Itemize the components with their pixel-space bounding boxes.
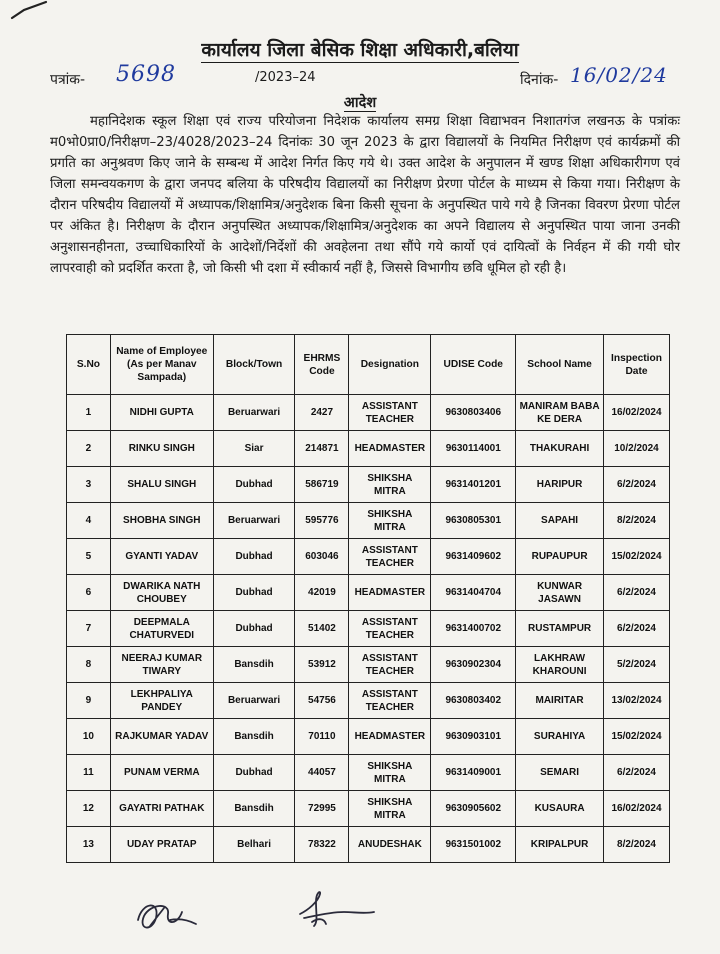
cell-name: GYANTI YADAV [110, 539, 213, 575]
table-row [67, 467, 670, 503]
cell-udise: 9630803402 [431, 683, 516, 719]
cell-udise: 9631501002 [431, 827, 516, 863]
cell-udise: 9631404704 [431, 575, 516, 611]
cell-name: UDAY PRATAP [110, 827, 213, 863]
table-row [67, 503, 670, 539]
reference-row [50, 62, 680, 92]
table-row [67, 431, 670, 467]
cell-date: 15/02/2024 [604, 719, 670, 755]
cell-school: MAIRITAR [516, 683, 604, 719]
cell-sno: 4 [67, 503, 111, 539]
cell-sno: 12 [67, 791, 111, 827]
cell-sno: 2 [67, 431, 111, 467]
cell-name: DWARIKA NATH CHOUBEY [110, 575, 213, 611]
cell-ehrms: 44057 [295, 755, 349, 791]
table-row [67, 539, 670, 575]
cell-name: RINKU SINGH [110, 431, 213, 467]
cell-ehrms: 214871 [295, 431, 349, 467]
cell-designation: ASSISTANT TEACHER [349, 395, 431, 431]
order-paragraph: महानिदेशक स्कूल शिक्षा एवं राज्य परियोजना निदेशक कार्यालय समग्र शिक्षा विद्याभवन निशातगंज लखनऊ के पत्रांकः म0भो0प्रा0/निरीक्षण–23/4028/2023–24 दिनांकः 30 जून 2023 के द्वारा विद्यालयों के नियमित निरीक्षण एवं कार्यक्रमों की प्रगति का अनुश्रवण किए जाने के सम्बन्ध में आदेश निर्गत किए गये थे। उक्त आदेश के अनुपालन में खण्ड शिक्षा अधिकारीगण एवं जिला समन्वयकगण के द्वारा जनपद बलिया के परिषदीय विद्यालयों का निरीक्षण प्रेरणा पोर्टल के माध्यम से किया गया। निरीक्षण के दौरान परिषदीय विद्यालयों में अध्यापक/शिक्षामित्र/अनुदेशक बिना किसी सूचना के अनुपस्थित पाये गये है जिनका विवरण प्रेरणा पोर्टल पर अंकित है। निरीक्षण के दौरान अनुपस्थित अध्यापक/शिक्षामित्र/अनुदेशक का अपने विद्यालय से अनुपस्थित पाया जाना उनकी अनुशासनहीनता, उच्चाधिकारियों के आदेशों/निर्देशों की अवहेलना तथा सौंपे गये कार्यो एवं दायित्वों के निर्वहन में की गयी घोर लापरवाही को प्रदर्शित करता है, जो किसी भी दशा में स्वीकार्य नहीं है, जिससे विभागीय छवि धूमिल हो रही है। [50, 114, 680, 276]
cell-designation: ASSISTANT TEACHER [349, 611, 431, 647]
table-row [67, 755, 670, 791]
cell-date: 5/2/2024 [604, 647, 670, 683]
cell-ehrms: 54756 [295, 683, 349, 719]
signature-left [130, 890, 210, 940]
cell-ehrms: 586719 [295, 467, 349, 503]
cell-school: KUSAURA [516, 791, 604, 827]
cell-date: 8/2/2024 [604, 503, 670, 539]
table-row [67, 611, 670, 647]
cell-block: Siar [213, 431, 295, 467]
cell-designation: HEADMASTER [349, 575, 431, 611]
table-body [67, 395, 670, 863]
table-row [67, 791, 670, 827]
header-sno: S.No [67, 335, 111, 395]
cell-udise: 9630905602 [431, 791, 516, 827]
cell-block: Belhari [213, 827, 295, 863]
header-udise: UDISE Code [431, 335, 516, 395]
cell-designation: HEADMASTER [349, 719, 431, 755]
cell-sno: 11 [67, 755, 111, 791]
header-ehrms: EHRMS Code [295, 335, 349, 395]
cell-sno: 1 [67, 395, 111, 431]
signature-right [290, 888, 380, 934]
cell-designation: SHIKSHA MITRA [349, 467, 431, 503]
cell-block: Bansdih [213, 719, 295, 755]
cell-udise: 9630903101 [431, 719, 516, 755]
header-block: Block/Town [213, 335, 295, 395]
cell-school: KUNWAR JASAWN [516, 575, 604, 611]
cell-name: NIDHI GUPTA [110, 395, 213, 431]
cell-block: Dubhad [213, 611, 295, 647]
cell-date: 16/02/2024 [604, 791, 670, 827]
cell-school: KRIPALPUR [516, 827, 604, 863]
cell-ehrms: 78322 [295, 827, 349, 863]
cell-block: Dubhad [213, 539, 295, 575]
cell-name: GAYATRI PATHAK [110, 791, 213, 827]
cell-udise: 9630902304 [431, 647, 516, 683]
cell-school: SEMARI [516, 755, 604, 791]
cell-date: 10/2/2024 [604, 431, 670, 467]
cell-block: Dubhad [213, 755, 295, 791]
cell-designation: ASSISTANT TEACHER [349, 539, 431, 575]
cell-date: 16/02/2024 [604, 395, 670, 431]
ref-number-handwritten: 5698 [116, 62, 176, 87]
cell-ehrms: 603046 [295, 539, 349, 575]
table-row [67, 575, 670, 611]
table-row [67, 827, 670, 863]
cell-date: 6/2/2024 [604, 611, 670, 647]
cell-ehrms: 53912 [295, 647, 349, 683]
cell-udise: 9630114001 [431, 431, 516, 467]
cell-name: SHOBHA SINGH [110, 503, 213, 539]
cell-name: DEEPMALA CHATURVEDI [110, 611, 213, 647]
office-title: कार्यालय जिला बेसिक शिक्षा अधिकारी,बलिया [201, 39, 519, 61]
cell-school: THAKURAHI [516, 431, 604, 467]
cell-date: 6/2/2024 [604, 467, 670, 503]
table-row [67, 647, 670, 683]
cell-designation: SHIKSHA MITRA [349, 503, 431, 539]
table-header-row [67, 335, 670, 395]
cell-school: LAKHRAW KHAROUNI [516, 647, 604, 683]
cell-designation: SHIKSHA MITRA [349, 755, 431, 791]
table-row [67, 683, 670, 719]
table-row [67, 719, 670, 755]
cell-ehrms: 72995 [295, 791, 349, 827]
cell-sno: 13 [67, 827, 111, 863]
cell-school: SURAHIYA [516, 719, 604, 755]
cell-sno: 8 [67, 647, 111, 683]
table-row [67, 395, 670, 431]
cell-block: Dubhad [213, 575, 295, 611]
cell-sno: 3 [67, 467, 111, 503]
cell-block: Bansdih [213, 647, 295, 683]
cell-sno: 9 [67, 683, 111, 719]
cell-block: Bansdih [213, 791, 295, 827]
ref-label: पत्रांक- [50, 72, 86, 88]
cell-name: LEKHPALIYA PANDEY [110, 683, 213, 719]
cell-udise: 9631409602 [431, 539, 516, 575]
cell-name: NEERAJ KUMAR TIWARY [110, 647, 213, 683]
cell-designation: HEADMASTER [349, 431, 431, 467]
cell-date: 15/02/2024 [604, 539, 670, 575]
cell-udise: 9631409001 [431, 755, 516, 791]
cell-udise: 9631400702 [431, 611, 516, 647]
cell-designation: ANUDESHAK [349, 827, 431, 863]
cell-ehrms: 595776 [295, 503, 349, 539]
cell-block: Beruarwari [213, 395, 295, 431]
cell-school: RUSTAMPUR [516, 611, 604, 647]
pen-stroke-mark [10, 0, 70, 20]
header-date: Inspection Date [604, 335, 670, 395]
header-designation: Designation [349, 335, 431, 395]
cell-name: PUNAM VERMA [110, 755, 213, 791]
cell-udise: 9630803406 [431, 395, 516, 431]
order-heading: आदेश [343, 95, 377, 111]
cell-name: RAJKUMAR YADAV [110, 719, 213, 755]
cell-school: HARIPUR [516, 467, 604, 503]
cell-designation: ASSISTANT TEACHER [349, 647, 431, 683]
cell-ehrms: 2427 [295, 395, 349, 431]
cell-ehrms: 70110 [295, 719, 349, 755]
cell-ehrms: 51402 [295, 611, 349, 647]
cell-udise: 9630805301 [431, 503, 516, 539]
cell-date: 6/2/2024 [604, 575, 670, 611]
cell-name: SHALU SINGH [110, 467, 213, 503]
cell-school: MANIRAM BABA KE DERA [516, 395, 604, 431]
cell-udise: 9631401201 [431, 467, 516, 503]
header-name: Name of Employee (As per Manav Sampada) [110, 335, 213, 395]
header-school: School Name [516, 335, 604, 395]
cell-date: 8/2/2024 [604, 827, 670, 863]
cell-date: 6/2/2024 [604, 755, 670, 791]
cell-sno: 7 [67, 611, 111, 647]
cell-designation: ASSISTANT TEACHER [349, 683, 431, 719]
cell-sno: 5 [67, 539, 111, 575]
cell-designation: SHIKSHA MITRA [349, 791, 431, 827]
cell-ehrms: 42019 [295, 575, 349, 611]
cell-sno: 10 [67, 719, 111, 755]
cell-school: SAPAHI [516, 503, 604, 539]
absent-employee-table [66, 334, 670, 863]
cell-sno: 6 [67, 575, 111, 611]
cell-block: Beruarwari [213, 683, 295, 719]
ref-year: /2023–24 [255, 70, 316, 85]
cell-school: RUPAUPUR [516, 539, 604, 575]
date-handwritten: 16/02/24 [570, 63, 668, 87]
date-label: दिनांक- [520, 72, 559, 88]
cell-date: 13/02/2024 [604, 683, 670, 719]
cell-block: Dubhad [213, 467, 295, 503]
cell-block: Beruarwari [213, 503, 295, 539]
